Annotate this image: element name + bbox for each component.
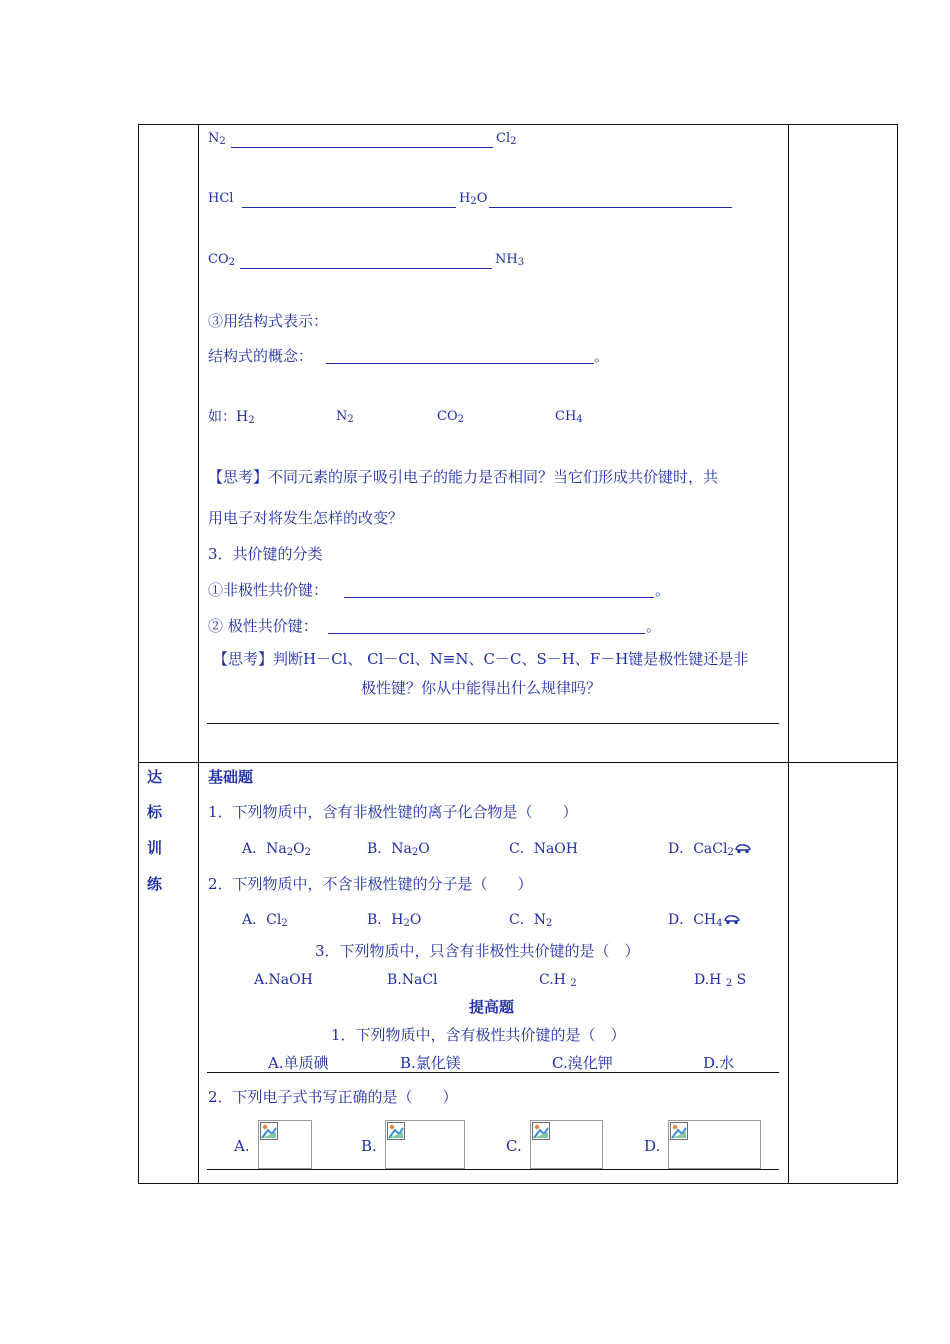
nonpolar-label: ①非极性共价键： <box>208 581 329 599</box>
table-right-border <box>897 124 898 1183</box>
table-col-divider-1 <box>198 124 199 1183</box>
advanced-q2-option-d: D. <box>644 1137 661 1155</box>
formula-h2o: $H_2O$ <box>459 191 488 207</box>
basic-q2-option-c: C．$N_2$ <box>509 912 553 929</box>
advanced-q1-option-d: D.水 <box>703 1054 735 1072</box>
advanced-q2: 2．下列电子式书写正确的是（ ） <box>208 1088 458 1106</box>
structural-period: 。 <box>594 347 610 365</box>
blank-structural-concept <box>326 363 594 364</box>
think1-line2: 用电子对将发生怎样的改变？ <box>208 509 404 527</box>
example-h2: 如：$H_2$ <box>208 409 255 426</box>
blank-co2 <box>240 268 492 269</box>
option-c-image-placeholder <box>530 1120 603 1169</box>
blank-polar <box>328 633 645 634</box>
broken-image-icon <box>387 1122 405 1140</box>
example-ch4: $CH_4$ <box>555 409 583 425</box>
basic-q3-option-d: D.H $_2$ S <box>694 972 747 989</box>
advanced-q2-option-c: C. <box>506 1137 522 1155</box>
think2-line2: 极性键？你从中能得出什么规律吗？ <box>361 679 602 697</box>
table-row-divider <box>138 762 898 763</box>
advanced-q2-option-a: A. <box>234 1137 250 1155</box>
side-label-char-4: 练 <box>147 875 163 893</box>
advanced-q1-underline <box>207 1072 779 1073</box>
formula-hcl: HCl <box>208 191 234 206</box>
advanced-heading: 提高题 <box>469 998 515 1016</box>
table-left-border <box>138 124 139 1183</box>
polar-label: ② 极性共价键： <box>208 617 318 635</box>
advanced-q1-option-b: B.氯化镁 <box>400 1054 461 1072</box>
blank-n2 <box>231 147 493 148</box>
basic-q1-option-a: A．$Na_2O_2$ <box>242 841 311 858</box>
option-d-image-placeholder <box>668 1120 761 1169</box>
table-top-border <box>138 124 898 125</box>
table-bottom-border <box>138 1183 898 1184</box>
example-n2: $N_2$ <box>336 409 354 425</box>
basic-q2-option-b: B．$H_2O$ <box>367 912 422 929</box>
broken-image-icon <box>670 1122 688 1140</box>
example-co2: $CO_2$ <box>437 409 464 425</box>
basic-q3-option-a: A.NaOH <box>254 972 313 988</box>
basic-q1-option-b: B．$Na_2O$ <box>367 841 430 858</box>
structural-concept-label: 结构式的概念： <box>208 347 314 365</box>
table-col-divider-2 <box>788 124 789 1183</box>
anchor-marker-icon <box>735 843 751 854</box>
broken-image-icon <box>260 1122 278 1140</box>
formula-nh3: $NH_3$ <box>495 252 525 268</box>
basic-q1: 1．下列物质中，含有非极性键的离子化合物是（ ） <box>208 803 578 821</box>
think1-line1: 【思考】不同元素的原子吸引电子的能力是否相同？当它们形成共价键时，共 <box>208 468 719 486</box>
basic-q2-option-d: D．$CH_4$ <box>668 911 740 933</box>
structural-heading: ③用结构式表示： <box>208 312 329 330</box>
polar-period: 。 <box>646 617 662 635</box>
nonpolar-period: 。 <box>655 581 671 599</box>
basic-q1-option-d: D．CaCl$_2$ <box>668 840 751 862</box>
advanced-q1: 1．下列物质中，含有极性共价键的是（ ） <box>331 1026 626 1044</box>
formula-co2: $CO_2$ <box>208 252 235 268</box>
think2-line1: 【思考】判断H－Cl、 Cl－Cl、N≡N、C－C、S－H、F－H键是极性键还是非 <box>213 650 749 668</box>
formula-n2: $N_2$ <box>208 131 226 147</box>
classification-heading: 3．共价键的分类 <box>208 545 323 563</box>
option-b-image-placeholder <box>385 1120 465 1169</box>
blank-hcl <box>242 207 456 208</box>
advanced-q1-option-a: A.单质碘 <box>268 1054 329 1072</box>
side-label-char-2: 标 <box>147 803 163 821</box>
option-a-image-placeholder <box>258 1120 312 1169</box>
advanced-q2-underline <box>207 1169 779 1170</box>
basic-heading: 基础题 <box>208 768 254 786</box>
basic-q1-option-c: C．NaOH <box>509 841 578 857</box>
side-label-char-3: 训 <box>147 839 163 857</box>
advanced-q2-option-b: B. <box>361 1137 377 1155</box>
advanced-q1-option-c: C.溴化钾 <box>552 1054 613 1072</box>
broken-image-icon <box>532 1122 550 1140</box>
side-label-char-1: 达 <box>147 768 163 786</box>
anchor-marker-icon <box>724 914 740 925</box>
basic-q3: 3．下列物质中，只含有非极性共价键的是（ ） <box>315 942 640 960</box>
basic-q2: 2．下列物质中，不含非极性键的分子是（ ） <box>208 875 533 893</box>
answer-line-think2 <box>207 723 779 724</box>
blank-h2o <box>489 207 732 208</box>
formula-cl2: $Cl_2$ <box>496 131 517 147</box>
blank-nonpolar <box>344 597 654 598</box>
basic-q3-option-b: B.NaCl <box>387 972 438 988</box>
basic-q2-option-a: A．$Cl_2$ <box>242 912 288 929</box>
basic-q3-option-c: C.H $_2$ <box>539 972 577 989</box>
